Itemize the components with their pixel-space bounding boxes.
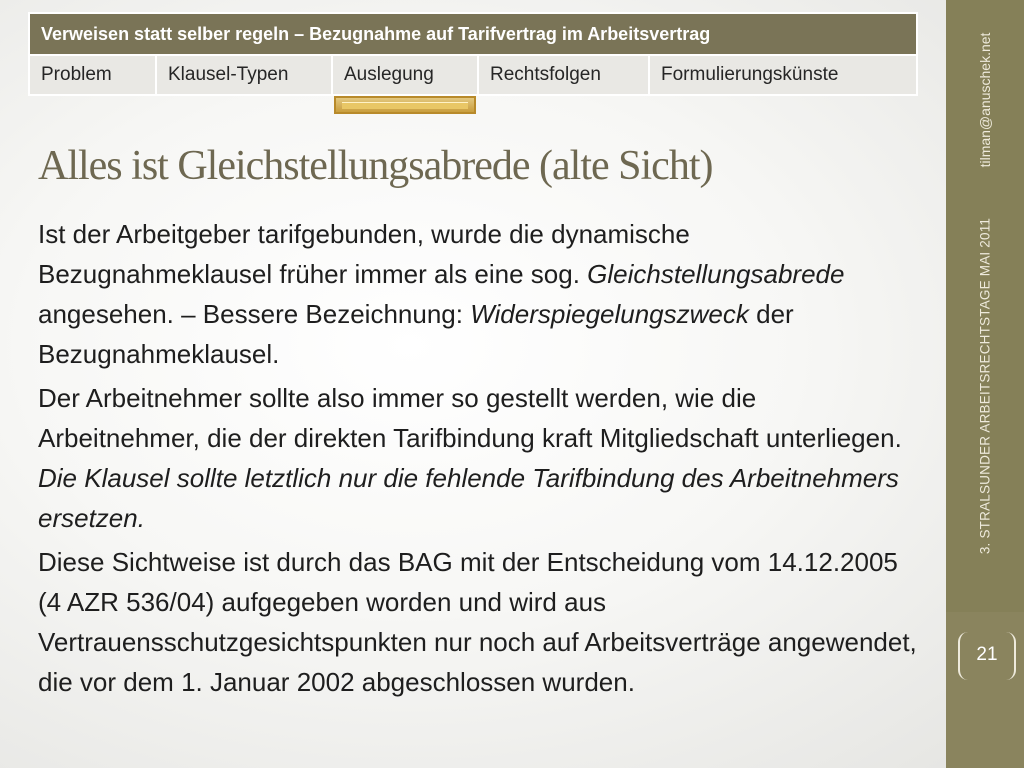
paragraph-text: Ist der Arbeitgeber tarifgebunden, wurde die dynamische Bezugnahmeklausel früher immer als eine sog. [38, 219, 690, 289]
navigation-tabs-row [29, 55, 917, 95]
tab-klausel-typen[interactable]: Klausel-Typen [156, 55, 332, 95]
emphasis-text: Die Klausel sollte letztlich nur die fehlende Tarifbindung des Arbeitnehmers ersetzen. [38, 463, 899, 533]
author-email: tilman@anuschek.net [977, 32, 993, 168]
emphasis-text: Widerspiegelungszweck [470, 299, 749, 329]
section-navigation [28, 12, 918, 96]
body-paragraph [38, 542, 918, 702]
tab-problem[interactable]: Problem [29, 55, 156, 95]
slide-body [38, 214, 918, 706]
page-number: 21 [976, 644, 998, 665]
paragraph-text: angesehen. – Bessere Bezeichnung: [38, 299, 471, 329]
paragraph-text: Der Arbeitnehmer sollte also immer so gestellt werden, wie die Arbeitnehmer, die der direkten Tarifbindung kraft Mitgliedschaft unterliegen. [38, 383, 902, 453]
emphasis-text: Gleichstellungsabrede [587, 259, 845, 289]
active-tab-marker-highlight [342, 102, 468, 109]
paragraph-text: der Bezugnahmeklausel. [38, 299, 794, 369]
tab-auslegung[interactable]: Auslegung [332, 55, 478, 95]
event-name: 3. STRALSUNDER ARBEITSRECHTSTAGE MAI 2011 [977, 217, 993, 555]
tab-rechtsfolgen[interactable]: Rechtsfolgen [478, 55, 649, 95]
body-paragraph [38, 378, 918, 538]
slide-title: Alles ist Gleichstellungsabrede (alte Sicht) [38, 143, 713, 189]
navigation-title-row [29, 13, 917, 55]
page-number-box [958, 632, 1016, 680]
tab-formulierungskuenste[interactable]: Formulierungskünste [649, 55, 917, 95]
navigation-title: Verweisen statt selber regeln – Bezugnahme auf Tarifvertrag im Arbeitsvertrag [29, 13, 917, 55]
body-paragraph [38, 214, 918, 374]
paragraph-text: Diese Sichtweise ist durch das BAG mit der Entscheidung vom 14.12.2005 (4 AZR 536/04) aufgegeben worden und wird aus Vertrauensschutzgesichtspunkten nur noch auf Arbeitsverträge angewendet, die vor dem 1. Januar 2002 abgeschlossen wurden. [38, 547, 917, 697]
active-tab-marker [334, 96, 476, 114]
